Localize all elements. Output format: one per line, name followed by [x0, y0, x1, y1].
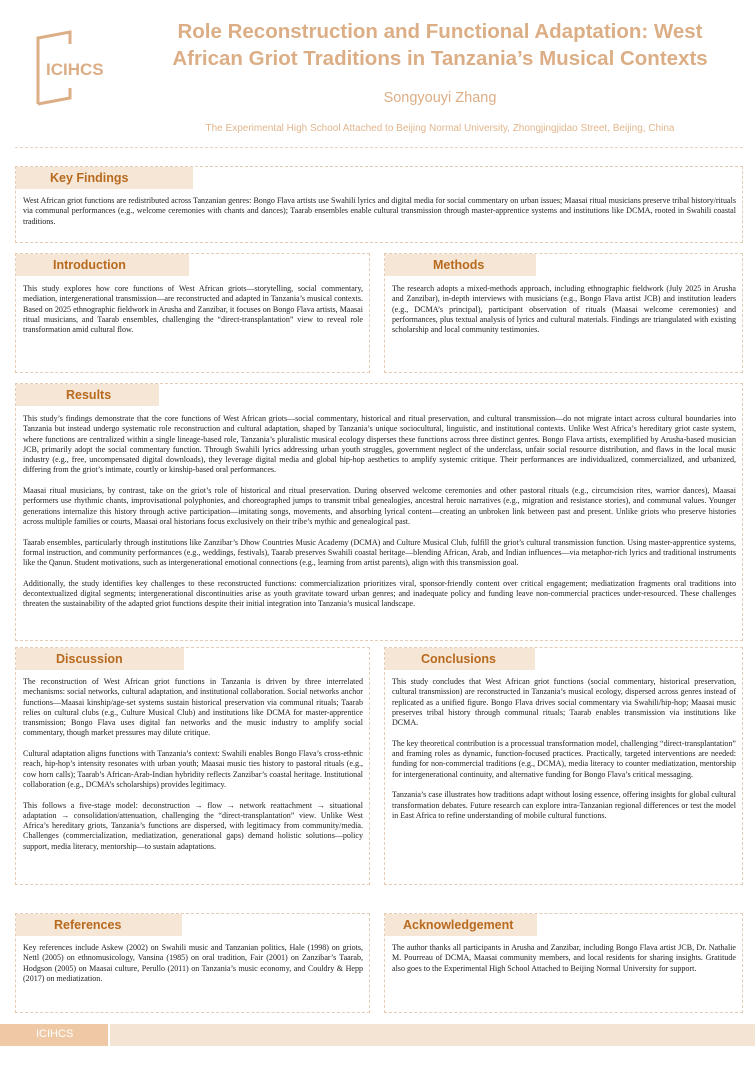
section-results: [15, 383, 743, 641]
body-paragraph: The research adopts a mixed-methods approach, including ethnographic fieldwork (July 2025 in Arusha and Zanzibar), in-depth interviews with musicians (e.g., Bongo Flava artist JCB) and institution leaders (e.g., DCMA’s principal), participant observation of rituals (Maasai welcome ceremonies) and performances, plus textual analysis of lyrics and cultural materials. Findings are triangulated with existing scholarship and local community testimonies.: [392, 284, 736, 335]
footer-left-block: [0, 1024, 108, 1046]
poster-title-line-1: Role Reconstruction and Functional Adaptation: West: [177, 20, 703, 43]
section-heading: Results: [16, 384, 159, 406]
section-body: [392, 943, 736, 984]
header-divider: [15, 147, 743, 148]
section-body: [23, 414, 736, 620]
section-body: [23, 196, 736, 237]
author-affiliation: The Experimental High School Attached to Beijing Normal University, Zhongjingjidao Street, Beijing, China: [205, 123, 675, 134]
section-key-findings: [15, 166, 743, 243]
body-paragraph: The author thanks all participants in Arusha and Zanzibar, including Bongo Flava artist JCB, Dr. Nathalie M. Pourreau of DCMA, Maasai community members, and local residents for sharing insights. Gratitude also goes to the Experimental High School Attached to Beijing Normal University for support.: [392, 943, 736, 973]
section-methods: [384, 253, 743, 373]
footer-right-block: [110, 1024, 755, 1046]
body-paragraph: Taarab ensembles, particularly through institutions like Zanzibar’s Dhow Countries Music Academy (DCMA) and Culture Musical Club, fulfill the griot’s cultural transmission function. Using master-apprentice systems, formal instruction, and community performances (e.g., weddings, festivals), Taarab preserves Swahili coastal heritage—blending African, Arab, and Indian influences—via metaphor-rich lyrics and traditional instruments like the Qanun. Student motivations, such as intergenerational emotional connections (e.g., learning from artist parents), align with this transmission goal.: [23, 537, 736, 568]
body-paragraph: This study concludes that West African griot functions (social commentary, historical preservation, cultural transmission) are reconstructed in Tanzania’s musical ecology, dispersed across genres instead of replicated as a unified figure. Bongo Flava drives social commentary via Swahili/hip-hop; Maasai music preserves tribal history through communal rituals; Taarab enables transmission via institutions like DCMA.: [392, 677, 736, 728]
section-heading: Introduction: [16, 254, 189, 276]
section-heading: Discussion: [16, 648, 184, 670]
body-paragraph: The reconstruction of West African griot functions in Tanzania is driven by three interrelated mechanisms: social networks, cultural adaptation, and institutional collaboration. Social networks anchor functions—Maasai kinship/age-set systems sustain historical preservation via communal rituals; Taarab relies on cultural clubs (e.g., Culture Musical Club) and institutions like DCMA for master-apprentice transmission; Bongo Flava uses digital fan networks and the music industry to amplify social commentary, though market pressures may dilute critique.: [23, 677, 363, 738]
section-heading: Conclusions: [385, 648, 535, 670]
body-paragraph: Maasai ritual musicians, by contrast, take on the griot’s role of historical and ritual preservation. During observed welcome ceremonies and other pastoral rituals (e.g., circumcision rites, warrior dances), Maasai performers use rhythmic chants, improvisational polyphonies, and choreographed jumps to transmit tribal genealogies, ancestral heroic narratives (e.g., migration and resistance stories), and communal values. Younger generations internalize this history through active participation—imitating songs, movements, and absorbing lyrical content—creating an unbroken link between past and present. Unlike griots who preserve histories across multiple families or courts, Maasai oral historians focus exclusively on their tribe’s mythic and genealogical past.: [23, 486, 736, 526]
poster-title: [140, 18, 740, 72]
section-body: [23, 943, 363, 994]
author-name: Songyouyi Zhang: [383, 90, 497, 106]
poster-title-line-2: African Griot Traditions in Tanzania’s Musical Contexts: [172, 47, 708, 70]
footer-bar: [0, 1024, 755, 1046]
body-paragraph: This study explores how core functions of West African griots—storytelling, social commentary, mediation, intergenerational transmission—are reconstructed and adapted in Tanzania’s musical contexts. Based on 2025 ethnographic fieldwork in Arusha and Zanzibar, it focuses on Bongo Flava artists, Maasai ritual musicians, and Taarab ensembles, challenging the “direct-transplantation” view to reveal role transformation amid cultural flow.: [23, 284, 363, 335]
body-paragraph: Key references include Askew (2002) on Swahili music and Tanzanian politics, Hale (1998) on griots, Nettl (2005) on ethnomusicology, Vansina (1985) on oral tradition, Fair (2001) on Zanzibar’s Taarab, Hodgson (2005) on Maasai culture, Perullo (2011) on Tanzania’s music economy, and Couldry & Hepp (2017) on mediatization.: [23, 943, 363, 983]
section-heading: References: [16, 914, 182, 936]
section-body: [392, 677, 736, 831]
footer-label: ICIHCS: [36, 1028, 74, 1040]
section-heading: Methods: [385, 254, 536, 276]
section-body: [23, 284, 363, 346]
logo-text: ICIHCS: [46, 60, 104, 79]
logo-mark-icon: [30, 30, 120, 108]
section-body: [23, 677, 363, 862]
section-discussion: [15, 647, 370, 885]
section-heading: Key Findings: [16, 167, 193, 189]
section-introduction: [15, 253, 370, 373]
section-conclusions: [384, 647, 743, 885]
section-references: [15, 913, 370, 1013]
body-paragraph: West African griot functions are redistributed across Tanzanian genres: Bongo Flava artists use Swahili lyrics and digital media for social commentary on urban issues; Maasai ritual musicians preserve tribal history/rituals via communal performances (e.g., welcome ceremonies with chants and dances); Taarab ensembles enable cultural transmission through master-apprentice systems and institutions like DCMA, rooted in Swahili coastal traditions.: [23, 196, 736, 226]
body-paragraph: The key theoretical contribution is a processual transformation model, challenging “direct-transplantation” and framing roles as dynamic, function-focused practices. Practically, targeted interventions are needed: funding for non-commercial traditions (e.g., DCMA), media literacy to counter mediatization, mentorship for intergenerational continuity, and alternative funding for Bongo Flava’s critical messaging.: [392, 738, 736, 779]
body-paragraph: This study’s findings demonstrate that the core functions of West African griots—social commentary, historical and ritual preservation, and cultural transmission—do not migrate intact across cultural boundaries into Tanzania but instead undergo systematic role reconstruction and cultural adaptation, shaped by Tanzania’s unique sociocultural, linguistic, and institutional contexts. Unlike West Africa’s hereditary griot caste system, where functions are centralized within a single lineage-based role, Tanzania’s pluralistic musical ecology disperses these functions across three distinct genres. Bongo Flava artists, exemplified by Arusha-based musician JCB, primarily adopt the social commentary function. Through Swahili lyrics addressing urban youth struggles, government neglect of the underclass, unfair social resource distribution, and flaws in the local music industry (e.g., free, uncompensated digital downloads), they leverage digital media and global hip-hop aesthetics to amplify systemic critique. Their performances are individualized, commercialized, and urbanized, differing from the griot’s intimate, courtly or kinship-based oral performances.: [23, 414, 736, 475]
section-heading: Acknowledgement: [385, 914, 537, 936]
section-acknowledgement: [384, 913, 743, 1013]
body-paragraph: Additionally, the study identifies key challenges to these reconstructed functions: commercialization prioritizes viral, sponsor-friendly content over critical engagement; mediatization fragments oral traditions into decontextualized digital segments; intergenerational discontinuities arise as youth gravitate toward urban genres; and inadequate policy and funding leave non-commercial practices under-resourced. These challenges threaten the sustainability of the adapted griot functions despite their initial integration into Tanzania’s musical landscape.: [23, 578, 736, 609]
conference-logo: [30, 30, 120, 108]
section-body: [392, 284, 736, 346]
body-paragraph: This follows a five-stage model: deconstruction → flow → network reattachment → situational adaptation → consolidation/attenuation, challenging the “direct-transplantation” view. Unlike West Africa’s hereditary griots, Tanzania’s functions are dispersed, with legitimacy from community/media. Challenges (commercialization, mediatization, generational gaps) demand holistic solutions—policy support, media literacy, mentorship—to sustain adaptations.: [23, 800, 363, 851]
body-paragraph: Cultural adaptation aligns functions with Tanzania’s context: Swahili enables Bongo Flava’s cross-ethnic reach, hip-hop’s intensity resonates with urban youth; Maasai music ties history to pastoral rituals (e.g., cow horn calls); Taarab’s African-Arab-Indian hybridity reflects Zanzibar’s coastal heritage. Institutional collaboration (e.g., DCMA’s scholarships) provides legitimacy.: [23, 749, 363, 789]
body-paragraph: Tanzania’s case illustrates how traditions adapt without losing essence, offering insights for global cultural transformation debates. Future research can explore intra-Tanzanian regional differences or test the model in East Africa to refine understanding of mobile cultural functions.: [392, 790, 736, 820]
